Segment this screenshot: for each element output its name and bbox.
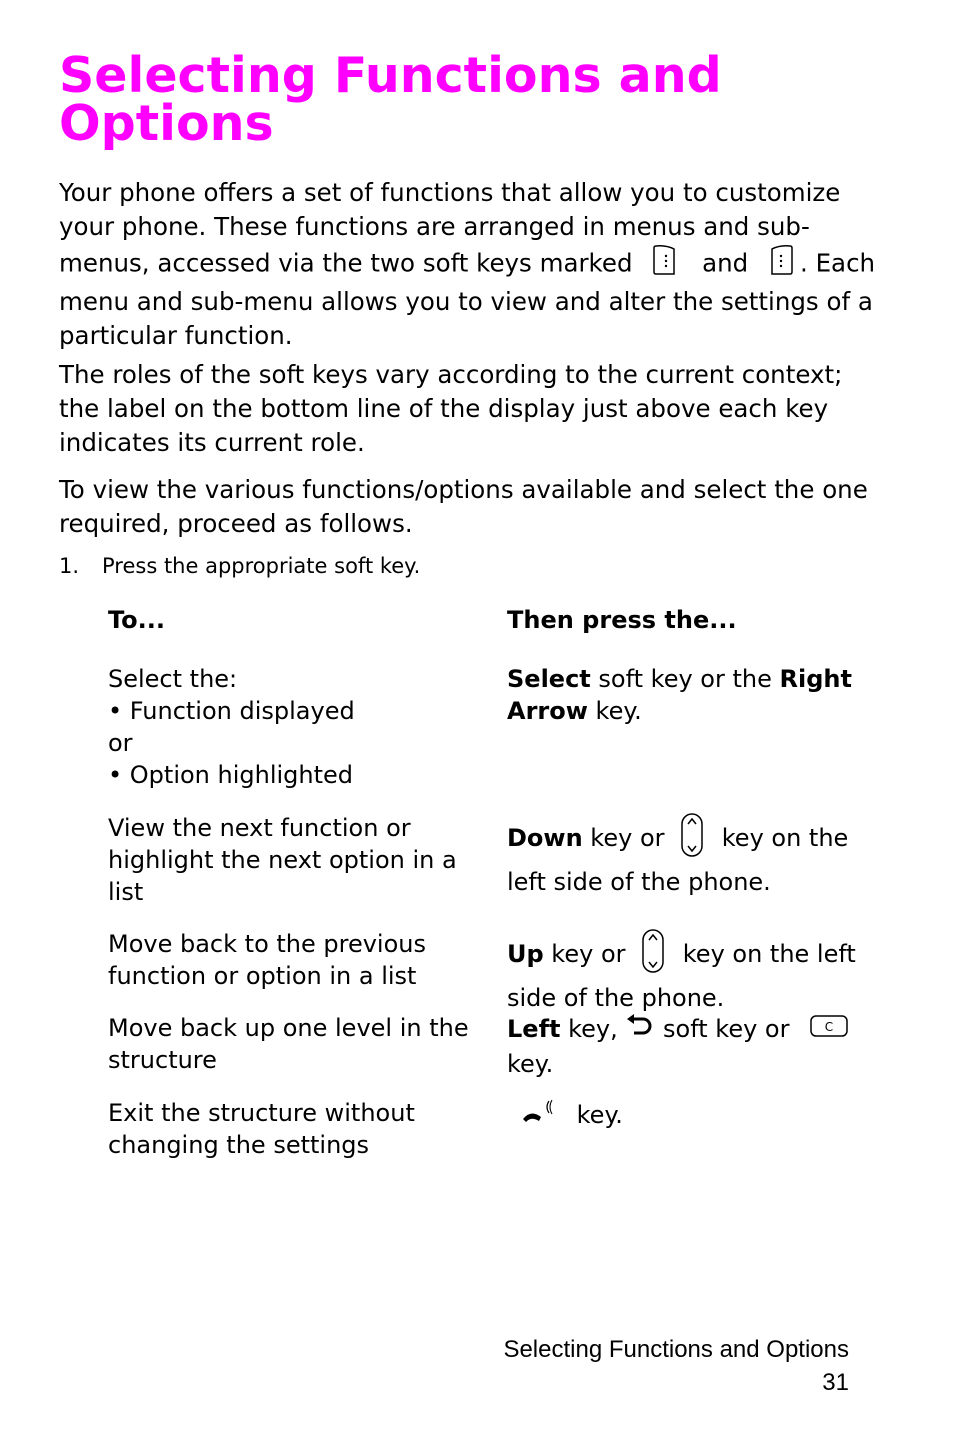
- page-title: Selecting Functions and Options: [59, 47, 722, 152]
- step-text: Press the appropriate soft key.: [102, 554, 421, 578]
- intro-text-a: Your phone offers a set of functions that allow you to customize your phone. These functions are arranged in menus and sub-menus, accessed via the two soft keys marked: [59, 178, 841, 278]
- table-row-1-to: [108, 663, 478, 791]
- right-soft-key-icon: [768, 244, 794, 285]
- end-call-key-icon: [519, 1097, 555, 1135]
- table-row-4-then: [507, 1012, 877, 1080]
- row4-then-text-1: key,: [560, 1015, 626, 1043]
- c-key-icon: [809, 1012, 849, 1048]
- row1-then-text-2: key.: [587, 697, 642, 725]
- table-row-1-then: [507, 663, 877, 727]
- table-row-2-then: [507, 812, 877, 898]
- footer-section-title: Selecting Functions and Options: [503, 1336, 849, 1363]
- volume-down-key-icon: [678, 812, 706, 866]
- volume-up-key-icon: [639, 928, 667, 982]
- table-row-3-to: Move back to the previous function or option in a list: [108, 930, 426, 990]
- intro-paragraph-3: To view the various functions/options available and select the one required, proceed as follows.: [59, 475, 868, 538]
- row1-line-2: • Function displayed: [108, 697, 355, 725]
- row3-then-text-2: key on the left side of the phone.: [507, 940, 856, 1012]
- c-key-label: C: [824, 1020, 834, 1034]
- table-row-3-then: [507, 928, 877, 1014]
- up-key-label: Up: [507, 940, 544, 968]
- select-key-label: Select: [507, 665, 591, 693]
- left-soft-key-icon: [652, 244, 678, 285]
- step-1: [59, 551, 420, 581]
- row3-then-text-1: key or: [543, 940, 634, 968]
- row4-then-text-3: key.: [507, 1050, 554, 1078]
- page-footer: [503, 1333, 849, 1399]
- row1-then-text-1: soft key or the: [590, 665, 780, 693]
- table-row-2-to: View the next function or highlight the next option in a list: [108, 814, 457, 906]
- table-header-to: To...: [108, 606, 166, 634]
- left-key-label: Left: [507, 1015, 561, 1043]
- row1-line-3: or: [108, 729, 133, 757]
- table-row-4-to: Move back up one level in the structure: [108, 1014, 469, 1074]
- row1-line-1: Select the:: [108, 665, 238, 693]
- table-row-5-to: Exit the structure without changing the settings: [108, 1099, 415, 1159]
- row2-then-text-2: key on the left side of the phone.: [507, 824, 849, 896]
- table-row-5-then: [507, 1097, 877, 1135]
- intro-text-b: . Each menu and sub-menu allows you to view and alter the settings of a particular function.: [59, 248, 876, 350]
- right-arrow-key-label: Right Arrow: [507, 665, 852, 725]
- row2-then-text-1: key or: [582, 824, 673, 852]
- intro-paragraph-1: [59, 176, 889, 353]
- intro-text-and: and: [702, 248, 749, 278]
- step-number: 1.: [59, 554, 80, 578]
- intro-paragraph-2: The roles of the soft keys vary according to the current context; the label on the bottom line of the display just above each key indicates its current role.: [59, 360, 843, 457]
- row5-then-text: key.: [569, 1101, 623, 1129]
- row1-line-4: • Option highlighted: [108, 761, 354, 789]
- down-key-label: Down: [507, 824, 583, 852]
- table-header-then: Then press the...: [507, 606, 737, 634]
- row4-then-text-2: soft key or: [655, 1015, 798, 1043]
- back-arrow-icon: [625, 1013, 655, 1047]
- page-number: 31: [822, 1369, 849, 1396]
